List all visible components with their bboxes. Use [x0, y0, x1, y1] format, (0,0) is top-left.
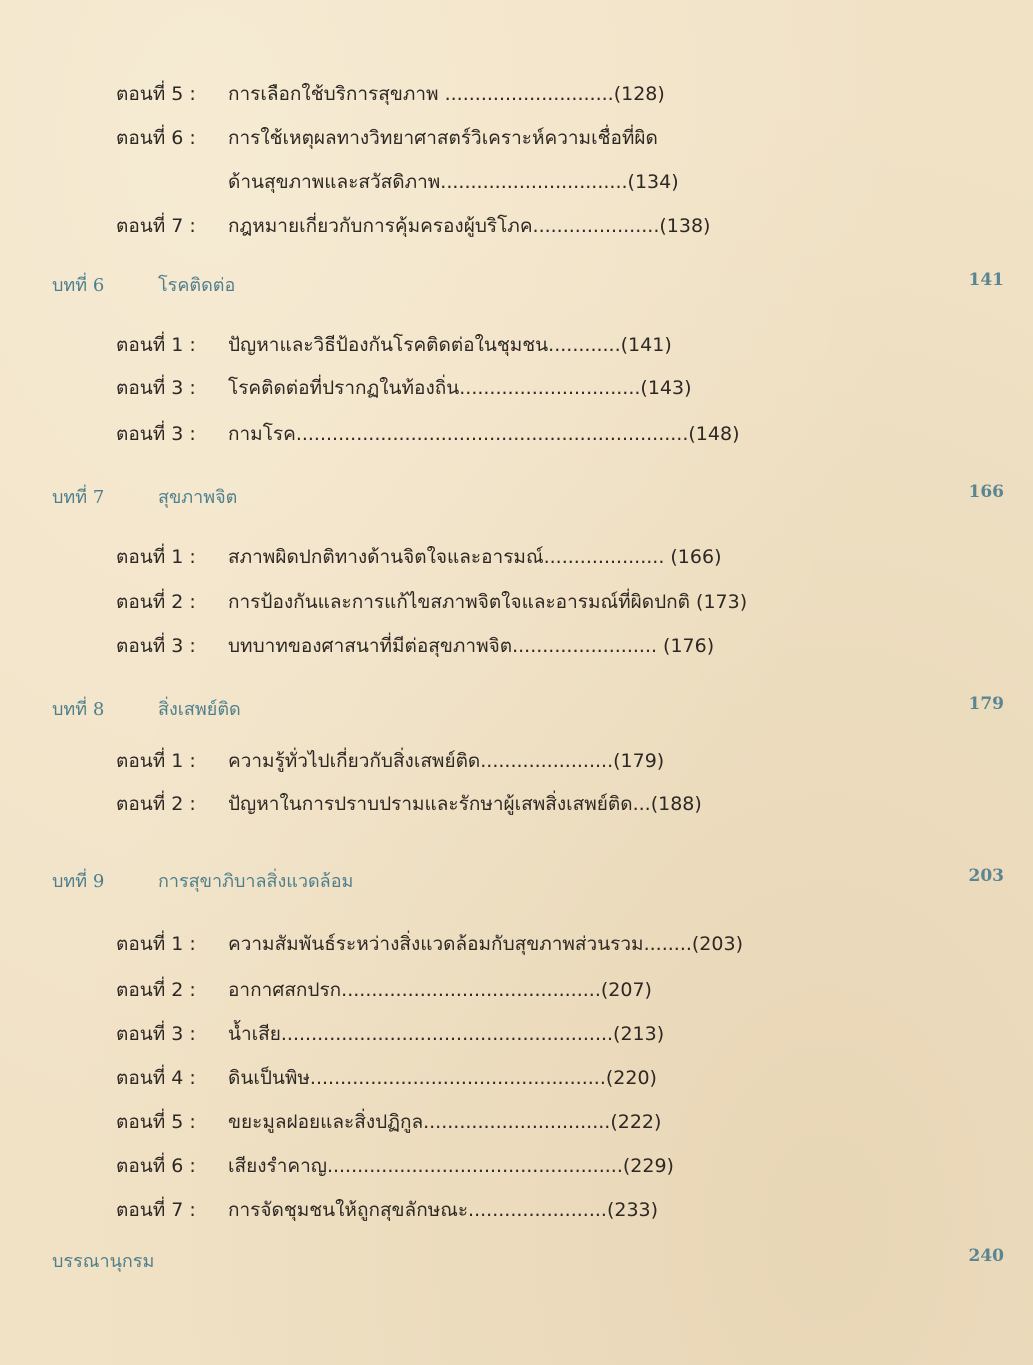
chapter-title: สิ่งเสพย์ติด: [158, 699, 241, 720]
section-title: กามโรค.................................................................(148): [228, 423, 740, 445]
section-title: ดินเป็นพิษ.................................................(220): [228, 1067, 657, 1089]
section-label: ตอนที่ 1 :: [116, 933, 196, 955]
section-label: ตอนที่ 5 :: [116, 83, 196, 105]
section-label: ตอนที่ 7 :: [116, 1199, 196, 1221]
toc-entry: [116, 1110, 661, 1134]
toc-entry: [116, 1066, 657, 1090]
chapter-title: การสุขาภิบาลสิ่งแวดล้อม: [158, 871, 354, 892]
toc-entry: [116, 1154, 674, 1178]
toc-entry: [116, 634, 714, 658]
section-title-continued: ด้านสุขภาพและสวัสดิภาพ...............................(134): [228, 171, 679, 193]
section-label: ตอนที่ 1 :: [116, 334, 196, 356]
section-title: เสียงรำคาญ.................................................(229): [228, 1155, 674, 1177]
toc-entry: [116, 792, 702, 816]
section-title: ปัญหาในการปราบปรามและรักษาผู้เสพสิ่งเสพย์ติด...(188): [228, 793, 702, 815]
chapter-page-number: 141: [968, 270, 1004, 290]
toc-entry: [116, 545, 722, 569]
section-label: ตอนที่ 3 :: [116, 635, 196, 657]
section-title: ปัญหาและวิธีป้องกันโรคติดต่อในชุมชน............(141): [228, 334, 672, 356]
chapter-label: บทที่ 7: [52, 487, 105, 508]
toc-entry: [116, 82, 665, 106]
section-label: ตอนที่ 6 :: [116, 127, 196, 149]
section-title: ความรู้ทั่วไปเกี่ยวกับสิ่งเสพย์ติด......................(179): [228, 750, 665, 772]
section-title: ขยะมูลฝอยและสิ่งปฏิกูล...............................(222): [228, 1111, 662, 1133]
section-label: ตอนที่ 1 :: [116, 750, 196, 772]
toc-entry: [116, 1198, 658, 1222]
toc-entry: [116, 932, 743, 956]
section-title: อากาศสกปรก...........................................(207): [228, 979, 652, 1001]
section-label: ตอนที่ 2 :: [116, 591, 196, 613]
section-title: ความสัมพันธ์ระหว่างสิ่งแวดล้อมกับสุขภาพส่วนรวม........(203): [228, 933, 743, 955]
toc-entry: [116, 214, 710, 238]
toc-entry: [116, 1022, 664, 1046]
chapter-title: สุขภาพจิต: [158, 487, 238, 508]
section-label: ตอนที่ 4 :: [116, 1067, 196, 1089]
chapter-label: บทที่ 9: [52, 871, 105, 892]
section-title: การป้องกันและการแก้ไขสภาพจิตใจและอารมณ์ที่ผิดปกติ (173): [228, 591, 748, 613]
toc-entry: [116, 590, 747, 614]
section-title: การใช้เหตุผลทางวิทยาศาสตร์วิเคราะห์ความเชื่อที่ผิด: [228, 127, 658, 149]
section-label: ตอนที่ 1 :: [116, 546, 196, 568]
section-title: การจัดชุมชนให้ถูกสุขลักษณะ.......................(233): [228, 1199, 659, 1221]
section-label: ตอนที่ 2 :: [116, 979, 196, 1001]
section-title: โรคติดต่อที่ปรากฏในท้องถิ่น..............................(143): [228, 377, 692, 399]
toc-entry: [116, 126, 658, 150]
toc-entry: [116, 376, 692, 400]
chapter-page-number: 203: [968, 866, 1004, 886]
section-label: ตอนที่ 2 :: [116, 793, 196, 815]
section-title: บทบาทของศาสนาที่มีต่อสุขภาพจิต........................ (176): [228, 635, 715, 657]
chapter-label: บทที่ 8: [52, 699, 105, 720]
section-label: ตอนที่ 3 :: [116, 1023, 196, 1045]
section-title: การเลือกใช้บริการสุขภาพ ............................(128): [228, 83, 665, 105]
section-title: กฎหมายเกี่ยวกับการคุ้มครองผู้บริโภค.....................(138): [228, 215, 711, 237]
toc-entry: [116, 978, 652, 1002]
section-label: ตอนที่ 6 :: [116, 1155, 196, 1177]
chapter-title: โรคติดต่อ: [158, 275, 236, 296]
section-title: สภาพผิดปกติทางด้านจิตใจและอารมณ์.................... (166): [228, 546, 722, 568]
section-label: ตอนที่ 5 :: [116, 1111, 196, 1133]
bibliography-label: บรรณานุกรม: [52, 1251, 155, 1272]
section-label: ตอนที่ 3 :: [116, 377, 196, 399]
section-title: น้ำเสีย.......................................................(213): [228, 1023, 665, 1045]
toc-entry: [116, 749, 664, 773]
bibliography-page-number: 240: [968, 1246, 1004, 1266]
toc-entry: [116, 333, 672, 357]
chapter-label: บทที่ 6: [52, 275, 105, 296]
section-label: ตอนที่ 3 :: [116, 423, 196, 445]
chapter-page-number: 166: [968, 482, 1004, 502]
chapter-page-number: 179: [968, 694, 1004, 714]
toc-entry: [116, 422, 739, 446]
section-label: ตอนที่ 7 :: [116, 215, 196, 237]
